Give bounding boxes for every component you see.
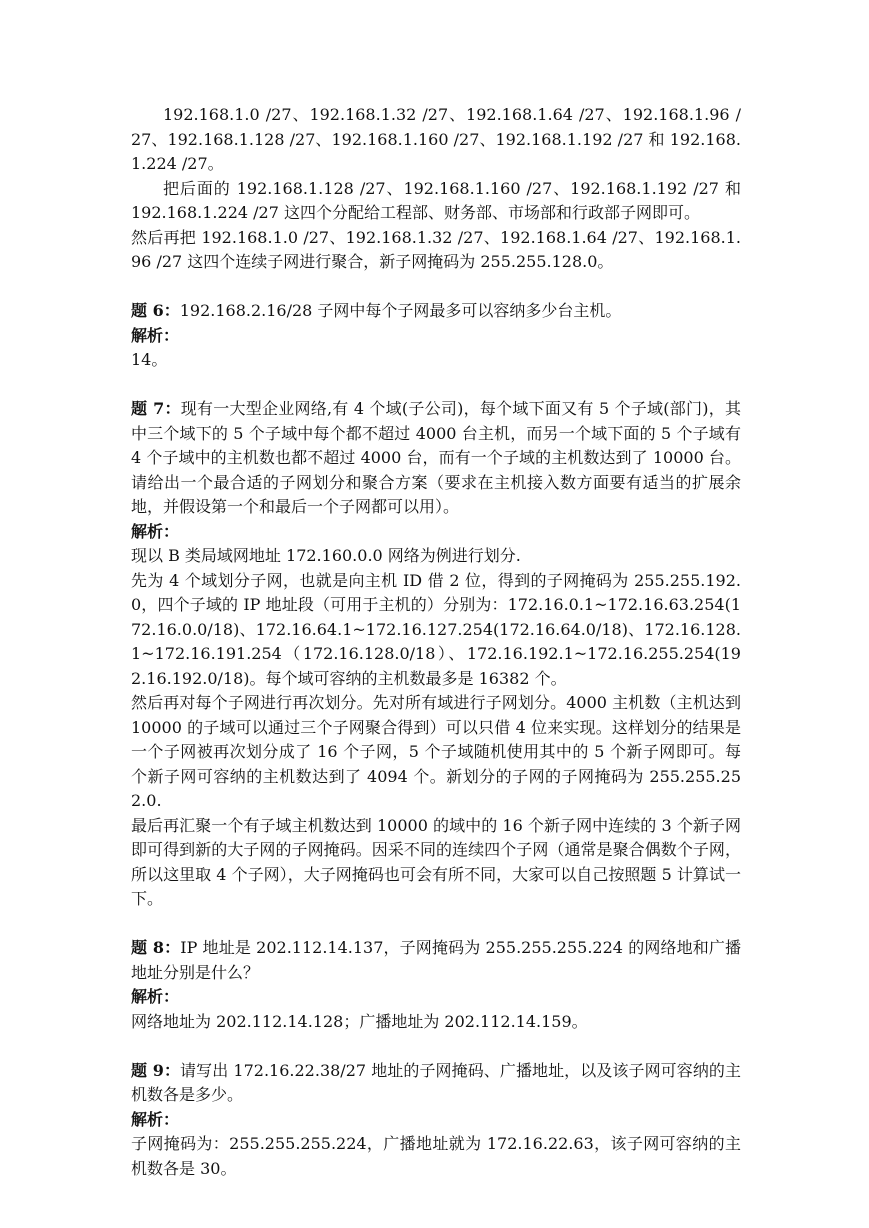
question-9-text: 请写出 172.16.22.38/27 地址的子网掩码、广播地址，以及该子网可容纳的主机数各是多少。	[131, 1060, 741, 1104]
answer-7-label: 解析：	[131, 521, 180, 541]
question-7-text: 现有一大型企业网络,有 4 个域(子公司)，每个域下面又有 5 个子域(部门)，其中三个域下的 5 个子域中每个都不超过 4000 台主机，而另一个域下面的 5 个子域有 4 个子域中的主机数也都不超过 4000 台，而有一个子域的主机数达到了 10000 台。请给出一个最合适的子网划分和聚合方案（要求在主机接入数方面要有适当的扩展余地，并假设第一个和最后一个子网都可以用）。	[131, 399, 741, 516]
answer-8-text: 网络地址为 202.112.14.128；广播地址为 202.112.14.159。	[131, 1011, 588, 1031]
question-6-text: 192.168.2.16/28 子网中每个子网最多可以容纳多少台主机。	[179, 301, 622, 320]
document-page	[131, 103, 741, 1181]
spacer	[131, 373, 741, 398]
answer-7-paragraph-4: 最后再汇聚一个有子域主机数达到 10000 的域中的 16 个新子网中连续的 3 个新子网即可得到新的大子网的子网掩码。因采不同的连续四个子网（通常是聚合偶数个子网，所以这里取 4 个子网），大子网掩码也可会有所不同，大家可以自己按照题 5 计算试一下。	[131, 815, 741, 908]
spacer	[131, 275, 741, 300]
intro-paragraph-3: 然后再把 192.168.1.0 /27、192.168.1.32 /27、192.168.1.64 /27、192.168.1.96 /27 这四个连续子网进行聚合，新子网掩码为 255.255.128.0。	[131, 227, 741, 271]
answer-6-text: 14。	[131, 350, 168, 369]
answer-7-paragraph-1: 现以 B 类局域网地址 172.160.0.0 网络为例进行划分.	[131, 546, 521, 565]
answer-9-label: 解析：	[131, 1109, 180, 1129]
answer-9-text: 子网掩码为：255.255.255.224，广播地址就为 172.16.22.63，该子网可容纳的主机数各是 30。	[131, 1134, 741, 1178]
question-8-text: IP 地址是 202.112.14.137，子网掩码为 255.255.255.224 的网络地和广播地址分别是什么？	[131, 938, 741, 982]
spacer	[131, 912, 741, 937]
question-7	[131, 397, 741, 520]
question-9-label: 题 9：	[131, 1060, 181, 1080]
spacer	[131, 1034, 741, 1059]
question-7-label: 题 7：	[131, 399, 181, 418]
answer-7-paragraph-3: 然后再对每个子网进行再次划分。先对所有域进行子网划分。4000 主机数（主机达到 10000 的子域可以通过三个子网聚合得到）可以只借 4 位来实现。这样划分的结果是一个子网被再次划分成了 16 个子网，5 个子域随机使用其中的 5 个新子网即可。每个新子网可容纳的主机数达到了 4094 个。新划分的子网的子网掩码为 255.255.252.0.	[131, 693, 741, 810]
question-8-label: 题 8：	[131, 938, 181, 957]
answer-6-label: 解析：	[131, 325, 180, 345]
intro-paragraph-2: 把后面的 192.168.1.128 /27、192.168.1.160 /27、192.168.1.192 /27 和 192.168.1.224 /27 这四个分配给工程部、财务部、市场部和行政部子网即可。	[131, 178, 741, 222]
question-6	[131, 299, 741, 324]
answer-7-paragraph-2: 先为 4 个域划分子网，也就是向主机 ID 借 2 位，得到的子网掩码为 255.255.192.0，四个子域的 IP 地址段（可用于主机的）分别为：172.16.0.1~172.16.63.254(172.16.0.0/18)、172.16.64.1~172.16.127.254(172.16.64.0/18)、172.16.128.1~172.16.191.254（172.16.128.0/18）、172.16.192.1~172.16.255.254(192.16.192.0/18)。每个域可容纳的主机数最多是 16382 个。	[131, 570, 741, 688]
intro-paragraph-1: 192.168.1.0 /27、192.168.1.32 /27、192.168.1.64 /27、192.168.1.96 /27、192.168.1.128 /27、192.168.1.160 /27、192.168.1.192 /27 和 192.168.1.224 /27。	[131, 105, 741, 173]
question-8	[131, 936, 741, 985]
answer-8-label: 解析：	[131, 987, 180, 1006]
question-6-label: 题 6：	[131, 301, 180, 320]
question-9	[131, 1059, 741, 1108]
